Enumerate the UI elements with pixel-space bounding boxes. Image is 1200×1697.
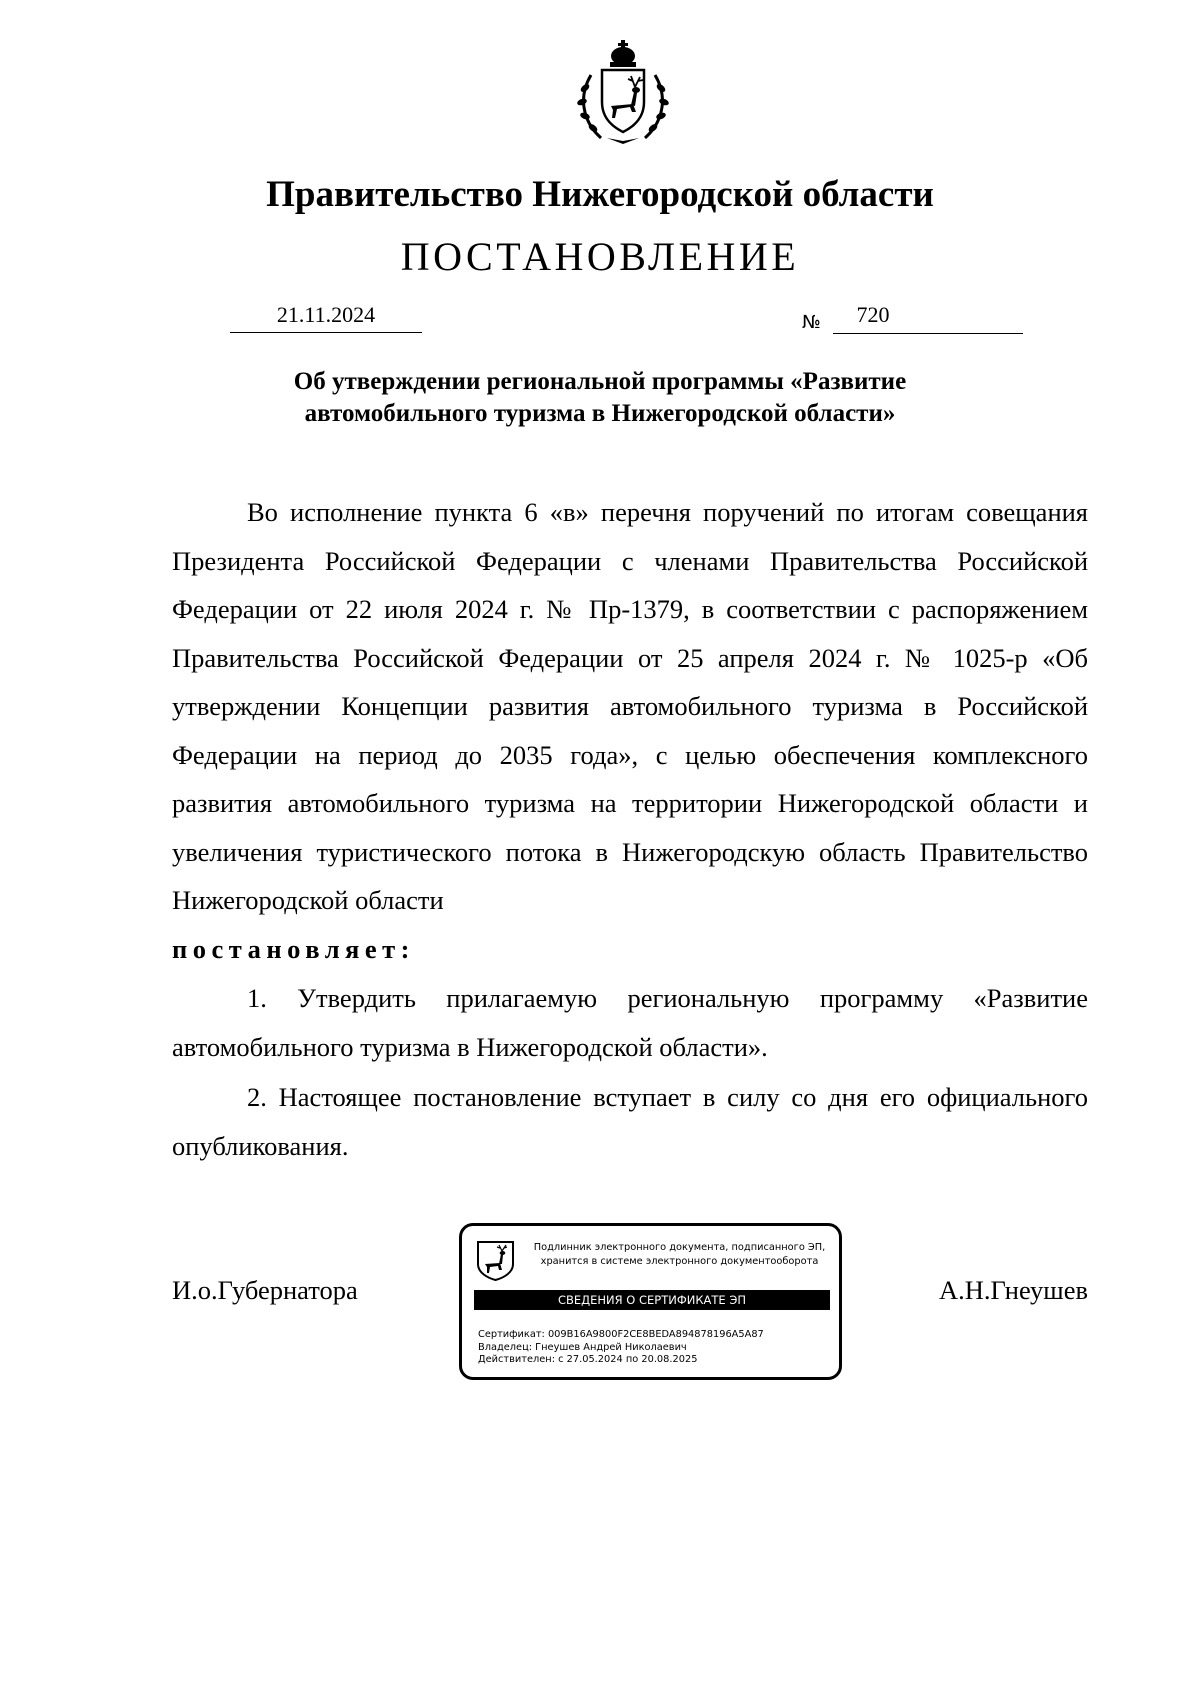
resolves-word: постановляет: bbox=[172, 934, 415, 964]
stamp-header bbox=[522, 1241, 837, 1269]
e-signature-stamp bbox=[459, 1223, 842, 1380]
document-number: 720 bbox=[856, 302, 890, 327]
document-type: ПОСТАНОВЛЕНИЕ bbox=[400, 234, 800, 279]
document-subject bbox=[200, 366, 1000, 430]
stamp-header-line-1: Подлинник электронного документа, подписанного ЭП, bbox=[533, 1242, 826, 1253]
coat-of-arms-emblem bbox=[573, 40, 673, 146]
signer-title: И.о.Губернатора bbox=[172, 1275, 358, 1305]
organization-title: Правительство Нижегородской области bbox=[266, 174, 934, 215]
subject-line-1: Об утверждении региональной программы «Развитие bbox=[293, 368, 907, 395]
stamp-owner: Владелец: Гнеушев Андрей Николаевич bbox=[478, 1341, 687, 1353]
item-1-paragraph: 1. Утвердить прилагаемую региональную программу «Развитие автомобильного туризма в Нижегородской области». bbox=[172, 983, 1088, 1062]
date-underline bbox=[230, 332, 422, 333]
stamp-certificate-id: Сертификат: 009B16A9800F2CE8BEDA894878196A5A87 bbox=[478, 1329, 764, 1340]
signer-name: А.Н.Гнеушев bbox=[938, 1275, 1088, 1305]
document-date: 21.11.2024 bbox=[276, 302, 376, 327]
number-sign: № bbox=[802, 312, 821, 333]
stamp-certificate-bar: СВЕДЕНИЯ О СЕРТИФИКАТЕ ЭП bbox=[474, 1290, 830, 1310]
stamp-certificate-info bbox=[478, 1329, 838, 1367]
subject-line-2: автомобильного туризма в Нижегородской области» bbox=[304, 400, 896, 427]
item-2-paragraph: 2. Настоящее постановление вступает в силу со дня его официального опубликования. bbox=[172, 1082, 1088, 1161]
stamp-validity: Действителен: с 27.05.2024 по 20.08.2025 bbox=[478, 1354, 698, 1365]
stamp-header-line-2: хранится в системе электронного документооборота bbox=[540, 1256, 819, 1267]
number-underline bbox=[833, 333, 1023, 334]
preamble-paragraph: Во исполнение пункта 6 «в» перечня поручений по итогам совещания Президента Российской Федерации с членами Правительства Российской Федерации от 22 июля 2024 г. № Пр-1379, в соответствии с распоряжением Правительства Российской Федерации от 25 апреля 2024 г. № 1025-р «Об утверждении Концепции развития автомобильного туризма в Российской Федерации на период до 2035 года», с целью обеспечения комплексного развития автомобильного туризма на территории Нижегородской области и увеличения туристического потока в Нижегородскую область Правительство Нижегородской области bbox=[172, 497, 1088, 915]
deer-emblem-icon bbox=[476, 1240, 515, 1281]
